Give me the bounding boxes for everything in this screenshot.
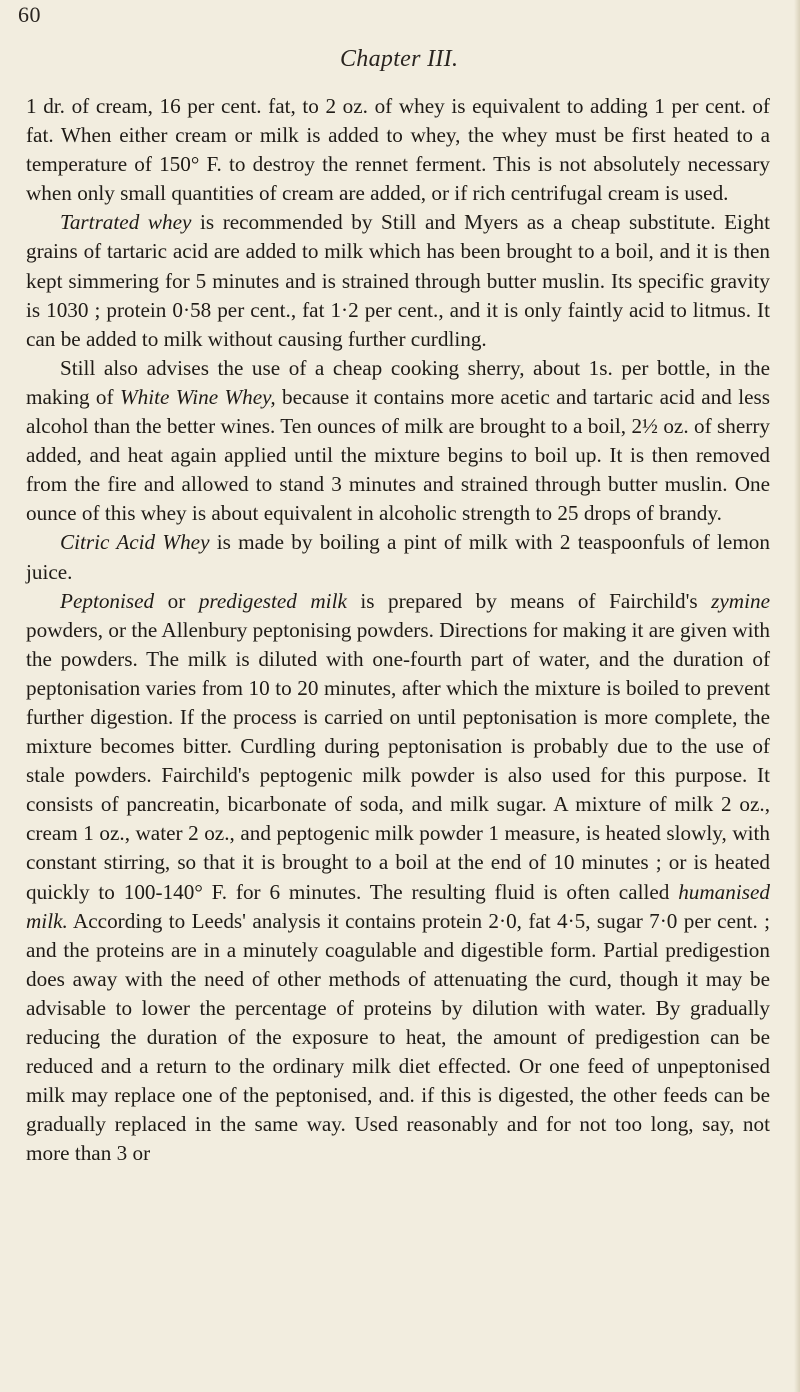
text-segment: is prepared by means of Fairchild's (346, 588, 712, 613)
italic-term: predigested milk (198, 588, 347, 613)
text-segment: is recommended by Still and Myers as a cheap substitute. Eight grains of tartaric acid are added to milk which has been brought to a boil, and it is then kept simmering for 5 minutes and is strained through butter muslin. Its specific gravity is 1030 ; protein 0·58 per cent., fat 1·2 per cent., and it is only faintly acid to litmus. It can be added to milk without causing further curdling. (26, 210, 770, 351)
paragraph-peptonised-milk (26, 587, 770, 1169)
italic-term: White Wine Whey, (119, 384, 276, 409)
paragraph-white-wine-whey (26, 354, 770, 529)
text-segment: because it contains more acetic and tartaric acid and less alcohol than the better wines. Ten ounces of milk are brought to a boil, 2½ oz. of sherry added, and heat again applied until the mixture begins to boil up. It is then removed from the fire and allowed to stand 3 minutes and strained through butter muslin. One ounce of this whey is about equivalent in alcoholic strength to 25 drops of brandy. (26, 384, 770, 526)
text-segment: is made by boiling a pint of milk with 2 teaspoonfuls of lemon juice. (26, 530, 770, 584)
page-number: 60 (18, 2, 41, 27)
italic-term: Peptonised (60, 588, 155, 613)
running-head: Chapter III. (340, 46, 459, 72)
paragraph-citric-acid-whey (26, 528, 770, 586)
paragraph-tartrated-whey (26, 208, 770, 353)
italic-term: humanised milk. (26, 879, 770, 933)
text-segment: Still also advises the use of a cheap cooking sherry, about 1s. per bottle, in the making of (26, 355, 770, 409)
text-segment: According to Leeds' analysis it contains protein 2·0, fat 4·5, sugar 7·0 per cent. ; and the proteins are in a minutely coagulable and digestible form. Partial predigestion does away with the need of other methods of attenuating the curd, though it may be advisable to lower the percentage of proteins by dilution with water. By gradually reducing the duration of the exposure to heat, the amount of predigestion can be reduced and a return to the ordinary milk diet effected. Or one feed of unpeptonised milk may replace one of the peptonised, and. if this is digested, the other feeds can be gradually replaced in the same way. Used reasonably and for not too long, say, not more than 3 or (26, 908, 770, 1166)
italic-term: Tartrated whey (60, 210, 192, 235)
text-segment: or (154, 588, 199, 613)
paragraph-cream-whey (26, 92, 770, 208)
body-text (26, 92, 770, 1168)
page-edge-shadow (794, 0, 800, 1392)
italic-term: Citric Acid Whey (60, 530, 210, 555)
text-segment: 1 dr. of cream, 16 per cent. fat, to 2 oz. of whey is equivalent to adding 1 per cent. of fat. When either cream or milk is added to whey, the whey must be first heated to a temperature of 150° F. to destroy the rennet ferment. This is not absolutely necessary when only small quantities of cream are added, or if rich centrifugal cream is used. (26, 94, 770, 206)
text-segment: powders, or the Allenbury peptonising powders. Directions for making it are given with the powders. The milk is diluted with one-fourth part of water, and the duration of peptonisation varies from 10 to 20 minutes, after which the mixture is boiled to prevent further digestion. If the process is carried on until peptonisation is more complete, the mixture becomes bitter. Curdling during peptonisation is probably due to the use of stale powders. Fairchild's peptogenic milk powder is also used for this purpose. It consists of pancreatin, bicarbonate of soda, and milk sugar. A mixture of milk 2 oz., cream 1 oz., water 2 oz., and peptogenic milk powder 1 measure, is heated slowly, with constant stirring, so that it is brought to a boil at the end of 10 minutes ; or is heated quickly to 100-140° F. for 6 minutes. The resulting fluid is often called (26, 617, 770, 904)
italic-term: zymine (711, 588, 770, 613)
